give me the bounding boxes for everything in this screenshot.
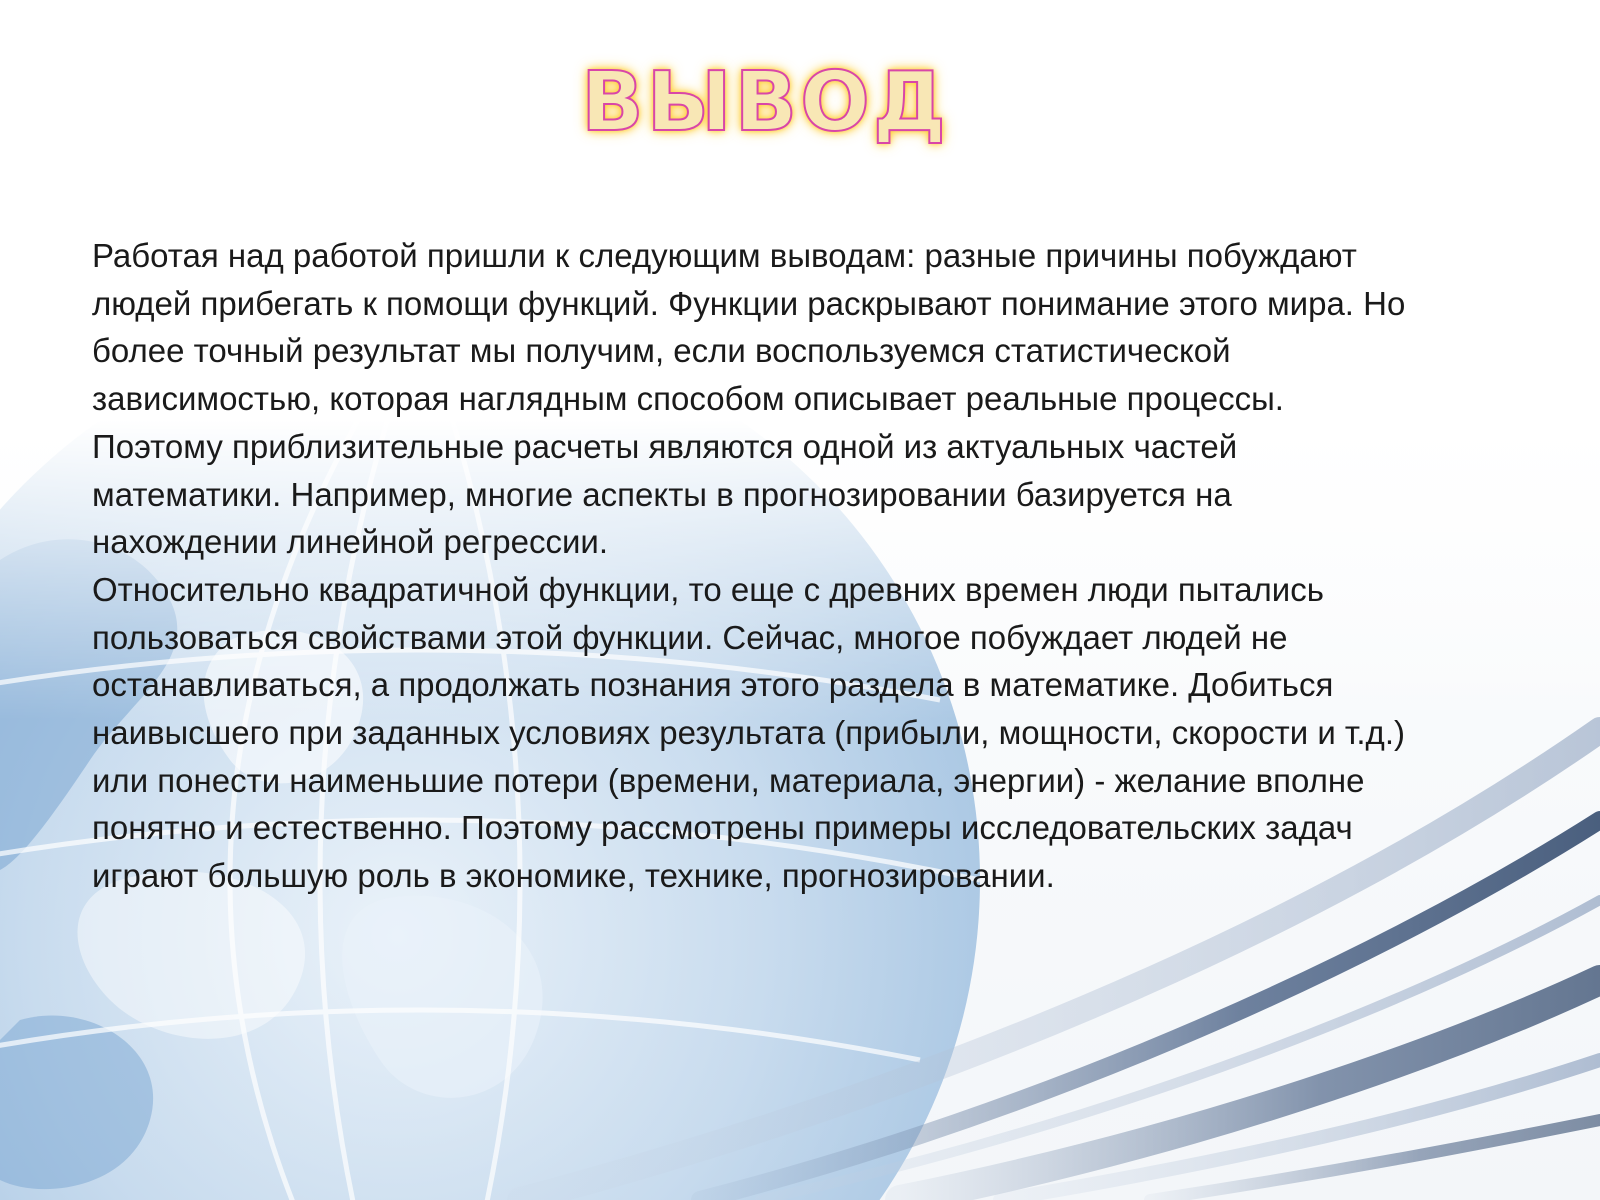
paragraph-quadratic: Относительно квадратичной функции, то еще с древних времен люди пытались пользоваться свойствами этой функции. Сейчас, многое побуждает людей не останавливаться, а продолжать познания этого раздела в математике. Добиться наивысшего при заданных условиях результата (прибыли, мощности, скорости и т.д.) или понести наименьшие потери (времени, материала, энергии) - желание вполне понятно и естественно. Поэтому рассмотрены примеры исследовательских задач играют большую роль в экономике, технике, прогнозировании. xyxy=(92,570,1405,895)
slide-title: ВЫВОД xyxy=(581,55,949,150)
paragraph-regression: Работая над работой пришли к следующим выводам: разные причины побуждают людей прибегать к помощи функций. Функции раскрывают понимание этого мира. Но более точный результат мы получим, если воспользуемся статистической зависимостью, которая наглядным способом описывает реальные процессы. Поэтому приблизительные расчеты являются одной из актуальных частей математики. Например, многие аспекты в прогнозировании базируется на нахождении линейной регрессии. xyxy=(92,237,1406,561)
slide-body-text xyxy=(92,232,1422,900)
